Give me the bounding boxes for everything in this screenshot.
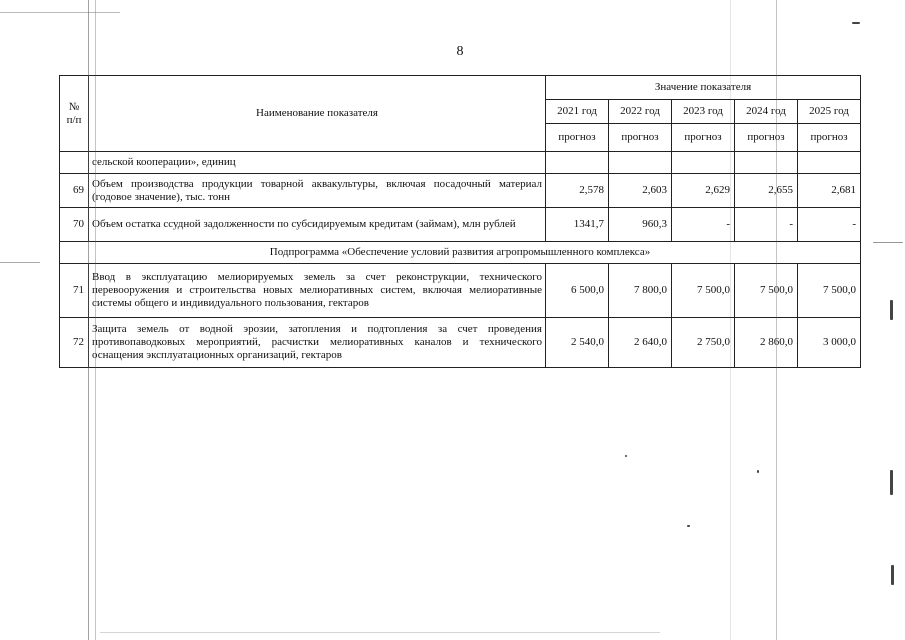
scan-artifact-line [100, 632, 660, 633]
row-num [60, 152, 89, 174]
row-value: 1341,7 [546, 208, 609, 242]
row-num: 70 [60, 208, 89, 242]
header-name: Наименование показателя [89, 76, 546, 152]
header-sub: прогноз [735, 124, 798, 152]
indicator-table [59, 75, 861, 368]
row-value [672, 152, 735, 174]
page-number: 8 [456, 44, 464, 59]
table-row [60, 208, 861, 242]
row-value: 960,3 [609, 208, 672, 242]
header-sub: прогноз [798, 124, 861, 152]
row-value: 7 500,0 [798, 264, 861, 318]
row-value: 6 500,0 [546, 264, 609, 318]
row-value: 2,655 [735, 174, 798, 208]
header-group: Значение показателя [546, 76, 861, 100]
row-name: Ввод в эксплуатацию мелиорируемых земель за счет реконструкции, технического перевооружения и строительства новых мелиоративных систем, включая мелиоративные системы общего и индивидуального пользования, гектаров [89, 264, 546, 318]
row-value: 2,603 [609, 174, 672, 208]
row-value: 2 860,0 [735, 318, 798, 368]
row-num: 71 [60, 264, 89, 318]
row-num: 72 [60, 318, 89, 368]
header-sub: прогноз [609, 124, 672, 152]
scan-artifact-line [0, 12, 120, 13]
row-value: 2,629 [672, 174, 735, 208]
scan-artifact-line [730, 0, 731, 640]
row-name: сельской кооперации», единиц [89, 152, 546, 174]
header-sub: прогноз [546, 124, 609, 152]
scan-speck [757, 470, 759, 473]
row-value: 2 540,0 [546, 318, 609, 368]
header-sub: прогноз [672, 124, 735, 152]
scan-artifact-line [776, 0, 777, 640]
row-value: 2,578 [546, 174, 609, 208]
scan-speck [890, 470, 893, 495]
row-value [609, 152, 672, 174]
row-value: - [798, 208, 861, 242]
subprogram-row [60, 242, 861, 264]
row-value: 2 750,0 [672, 318, 735, 368]
table-row [60, 152, 861, 174]
row-name: Защита земель от водной эрозии, затопления и подтопления за счет проведения противопаводковых мероприятий, расчистки мелиоративных каналов и технического оснащения эксплуатационных организаций, гектаров [89, 318, 546, 368]
row-value: 2 640,0 [609, 318, 672, 368]
header-year: 2021 год [546, 100, 609, 124]
table-row [60, 174, 861, 208]
row-value: 7 500,0 [672, 264, 735, 318]
header-year: 2023 год [672, 100, 735, 124]
row-num: 69 [60, 174, 89, 208]
scan-speck [891, 565, 894, 585]
table-row [60, 318, 861, 368]
row-value: 2,681 [798, 174, 861, 208]
scan-artifact-line [95, 0, 96, 640]
scan-speck [852, 22, 860, 24]
header-year: 2024 год [735, 100, 798, 124]
scan-speck [625, 455, 627, 457]
scan-artifact-line [0, 262, 40, 263]
row-value [735, 152, 798, 174]
row-value: 7 500,0 [735, 264, 798, 318]
header-year: 2022 год [609, 100, 672, 124]
scan-artifact-line [88, 0, 89, 640]
row-value [798, 152, 861, 174]
row-value: 7 800,0 [609, 264, 672, 318]
row-value [546, 152, 609, 174]
header-year: 2025 год [798, 100, 861, 124]
scan-speck [890, 300, 893, 320]
row-value: - [672, 208, 735, 242]
row-name: Объем остатка ссудной задолженности по субсидируемым кредитам (займам), млн рублей [89, 208, 546, 242]
scan-artifact-line [873, 242, 903, 243]
row-value: 3 000,0 [798, 318, 861, 368]
row-value: - [735, 208, 798, 242]
table-row [60, 264, 861, 318]
subprogram-title: Подпрограмма «Обеспечение условий развития агропромышленного комплекса» [60, 242, 861, 264]
scan-speck [687, 525, 690, 527]
row-name: Объем производства продукции товарной аквакультуры, включая посадочный материал (годовое значение), тыс. тонн [89, 174, 546, 208]
header-num: № п/п [60, 76, 89, 152]
